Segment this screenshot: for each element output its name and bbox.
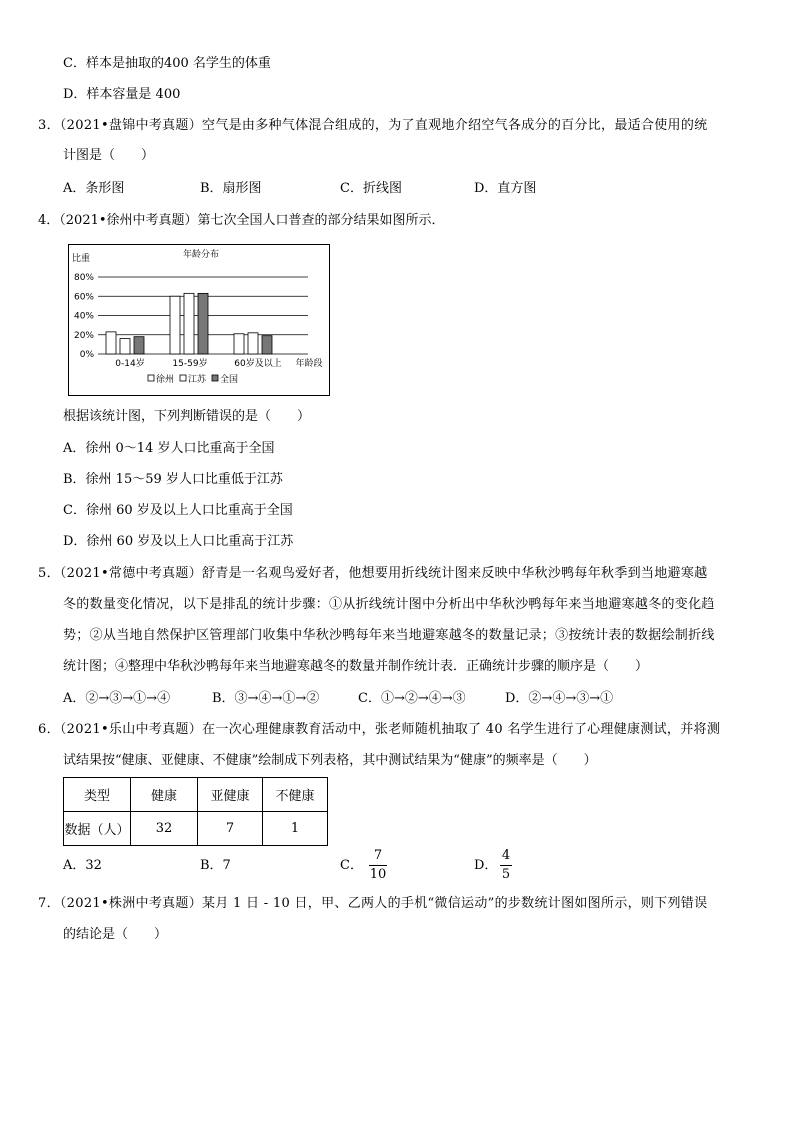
bar [170,296,180,354]
table-row [64,812,328,846]
y-tick-label: 60% [73,292,94,303]
question-5-cont-1: 冬的数量变化情况，以下是排乱的统计步骤：①从折线统计图中分析出中华秋沙鸭每年来当地避寒越冬的变化趋 [63,597,715,612]
numerator: 7 [373,848,383,863]
q5-option-a: A．②→③→①→④ [63,691,171,706]
table-cell: 亚健康 [198,778,263,812]
legend-swatch [212,375,218,381]
q6-option-a: A．32 [63,858,102,873]
bar [234,334,244,354]
q4-option-b: B．徐州 15～59 岁人口比重低于江苏 [63,472,283,487]
question-5-cont-2: 势；②从当地自然保护区管理部门收集中华秋沙鸭每年来当地避寒越冬的数量记录；③按统计表的数据绘制折线 [63,628,715,643]
legend-swatch [148,375,154,381]
bar [134,337,144,354]
q3-option-c: C．折线图 [340,181,402,196]
numerator: 4 [501,848,511,863]
q5-option-c: C．①→②→④→③ [358,691,466,706]
q6-option-d-fraction [500,849,512,882]
q3-option-d: D．直方图 [474,181,537,196]
q5-option-d: D．②→④→③→① [505,691,614,706]
y-tick-label: 80% [73,273,94,283]
x-axis-label: 年龄段 [295,359,323,369]
bar [120,339,130,354]
q4-option-a: A．徐州 0～14 岁人口比重高于全国 [63,441,275,456]
y-axis-label: 比重 [72,254,91,264]
q6-option-d-label: D． [474,858,498,873]
table-cell: 32 [131,812,198,846]
table-cell: 数据（人） [64,812,131,846]
q4-option-c: C．徐州 60 岁及以上人口比重高于全国 [63,503,293,518]
y-tick-label: 40% [73,311,94,322]
table-cell: 1 [263,812,328,846]
question-3: 3．（2021•盘锦中考真题）空气是由多种气体混合组成的，为了直观地介绍空气各成分的百分比，最适合使用的统 [38,118,708,133]
option-c: C．样本是抽取的400 名学生的体重 [63,56,271,71]
denominator: 5 [501,867,511,882]
question-5: 5．（2021•常德中考真题）舒青是一名观鸟爱好者，他想要用折线统计图来反映中华秋沙鸭每年秋季到当地避寒越 [38,566,708,581]
bar [248,333,258,354]
question-7-cont: 的结论是（ ） [63,927,168,942]
q5-option-b: B．③→④→①→② [212,691,320,706]
table-cell: 7 [198,812,263,846]
q6-option-c-fraction [369,849,387,882]
x-tick-label: 15-59岁 [172,359,208,369]
question-5-cont-3: 统计图；④整理中华秋沙鸭每年来当地避寒越冬的数量并制作统计表．正确统计步骤的顺序是（ ） [63,659,649,674]
question-6: 6．（2021•乐山中考真题）在一次心理健康教育活动中，张老师随机抽取了 40 名学生进行了心理健康测试，并将测 [38,722,721,737]
question-4: 4．（2021•徐州中考真题）第七次全国人口普查的部分结果如图所示． [38,213,445,228]
q3-option-b: B．扇形图 [200,181,262,196]
option-d: D．样本容量是 400 [63,87,181,102]
question-4-prompt: 根据该统计图，下列判断错误的是（ ） [63,409,311,424]
legend-swatch [180,375,186,381]
legend-label: 全国 [220,375,239,385]
age-distribution-chart [68,244,330,396]
q4-option-d: D．徐州 60 岁及以上人口比重高于江苏 [63,534,294,549]
chart-title: 年龄分布 [182,250,220,260]
legend-label: 江苏 [188,375,207,385]
table-cell: 不健康 [263,778,328,812]
q6-option-b: B．7 [200,858,231,873]
bar [262,336,272,354]
table-cell: 类型 [64,778,131,812]
y-tick-label: 20% [73,330,94,341]
bar [184,293,194,354]
bar [198,293,208,354]
legend-label: 徐州 [156,375,175,385]
denominator: 10 [369,867,387,882]
bar [106,332,116,354]
q3-option-a: A．条形图 [63,181,125,196]
question-6-cont: 试结果按“健康、亚健康、不健康”绘制成下列表格，其中测试结果为“健康”的频率是（ ） [63,753,597,768]
health-table [63,777,328,846]
table-cell: 健康 [131,778,198,812]
question-7: 7．（2021•株洲中考真题）某月 1 日 - 10 日，甲、乙两人的手机“微信运动”的步数统计图如图所示，则下列错误 [38,896,708,911]
q6-option-c-label: C． [340,858,363,873]
x-tick-label: 0-14岁 [115,359,145,369]
table-header-row [64,778,328,812]
x-tick-label: 60岁及以上 [234,359,282,369]
question-3-cont: 计图是（ ） [63,148,155,163]
y-tick-label: 0% [79,350,94,360]
